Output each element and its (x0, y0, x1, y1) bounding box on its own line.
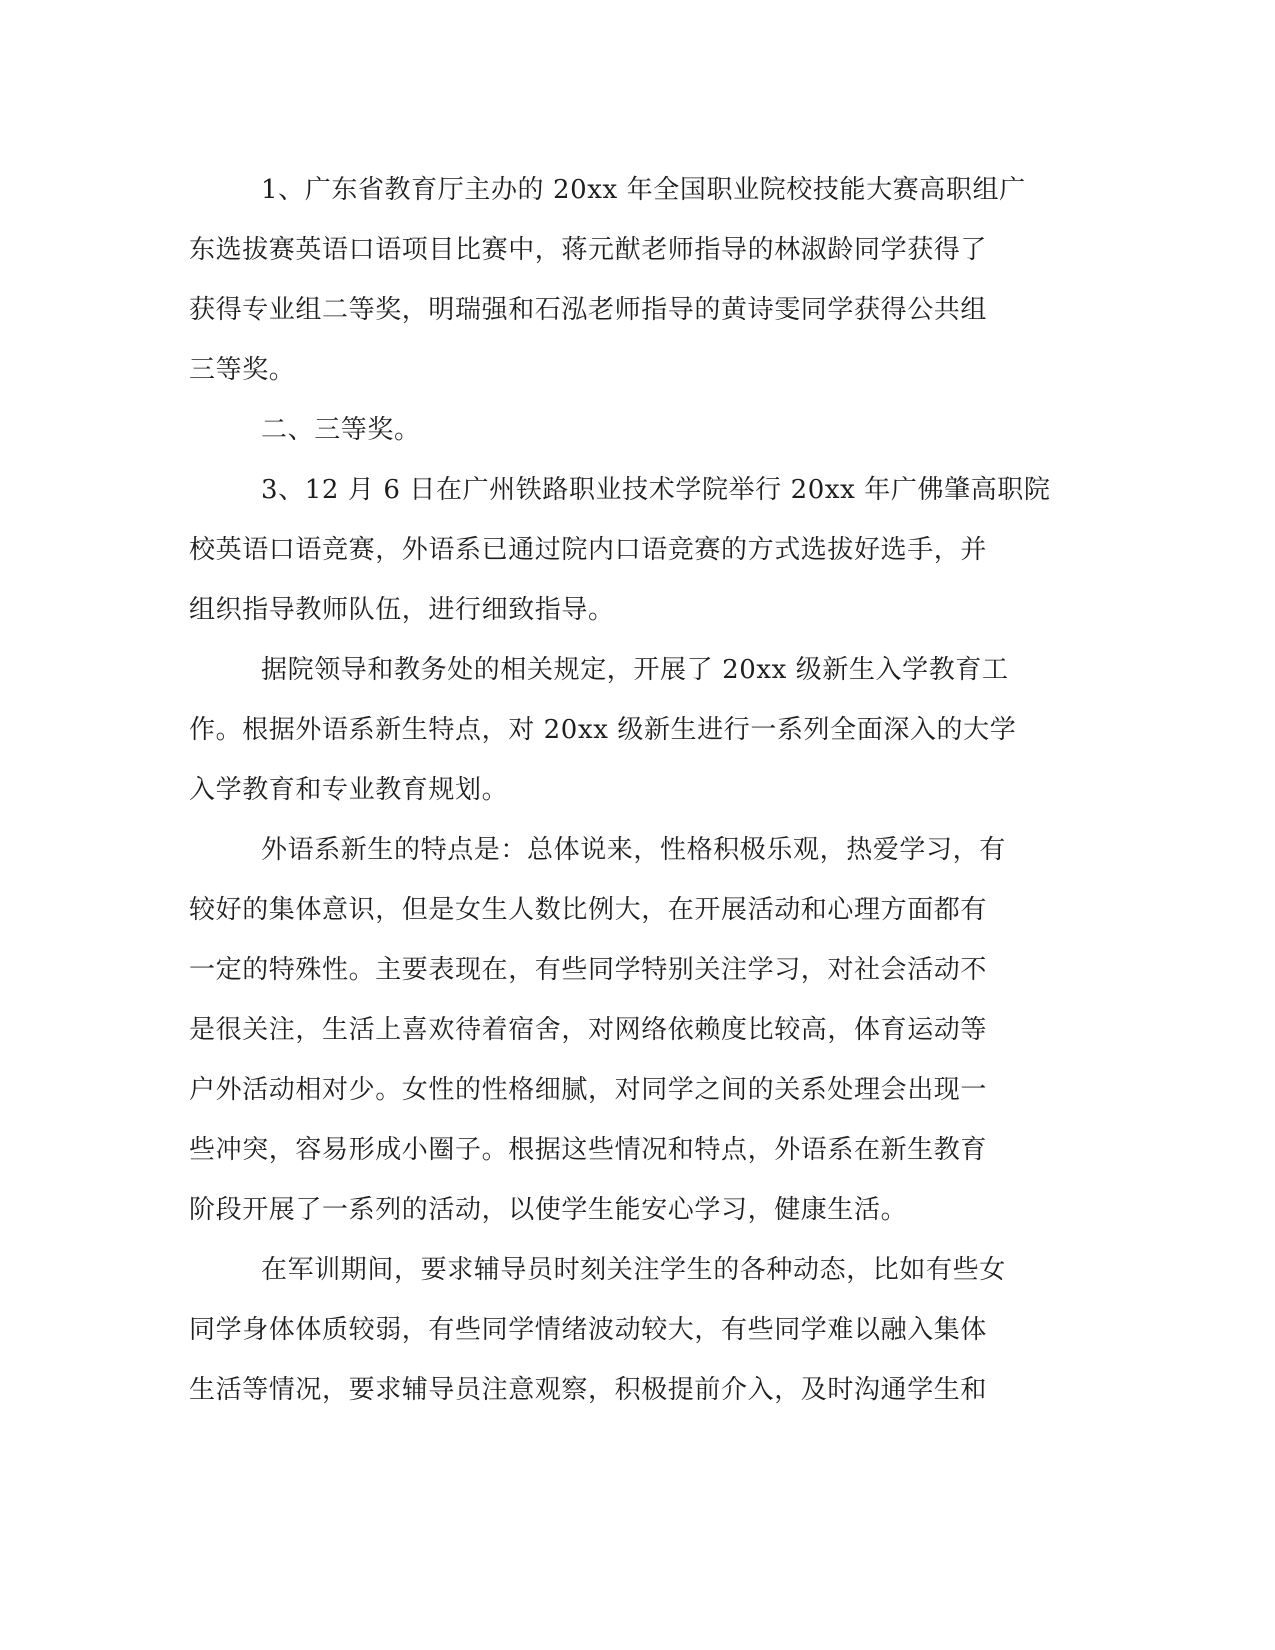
text-line: 外语系新生的特点是：总体说来，性格积极乐观，热爱学习，有 (261, 835, 1006, 865)
text-line: 作。根据外语系新生特点，对 20xx 级新生进行一系列全面深入的大学 (189, 715, 1017, 745)
text-line: 校英语口语竞赛，外语系已通过院内口语竞赛的方式选拔好选手，并 (189, 535, 988, 565)
text-line: 一定的特殊性。主要表现在，有些同学特别关注学习，对社会活动不 (189, 955, 988, 985)
paragraph-2 (189, 400, 1073, 460)
text-line: 获得专业组二等奖，明瑞强和石泓老师指导的黄诗雯同学获得公共组 (189, 295, 988, 325)
paragraph-6 (189, 1240, 1073, 1420)
paragraph-1 (189, 160, 1073, 400)
text-line: 东选拔赛英语口语项目比赛中，蒋元猷老师指导的林淑龄同学获得了 (189, 235, 988, 265)
text-line: 组织指导教师队伍，进行细致指导。 (189, 595, 615, 625)
text-line: 阶段开展了一系列的活动，以使学生能安心学习，健康生活。 (189, 1195, 908, 1225)
paragraph-3 (189, 460, 1073, 640)
paragraph-5 (189, 820, 1073, 1240)
text-line: 1、广东省教育厅主办的 20xx 年全国职业院校技能大赛高职组广 (261, 175, 1026, 205)
paragraph-4 (189, 640, 1073, 820)
text-line: 入学教育和专业教育规划。 (189, 775, 509, 805)
text-line: 是很关注，生活上喜欢待着宿舍，对网络依赖度比较高，体育运动等 (189, 1015, 988, 1045)
text-line: 二、三等奖。 (261, 415, 421, 445)
text-line: 户外活动相对少。女性的性格细腻，对同学之间的关系处理会出现一 (189, 1075, 988, 1105)
text-line: 些冲突，容易形成小圈子。根据这些情况和特点，外语系在新生教育 (189, 1135, 988, 1165)
text-line: 同学身体体质较弱，有些同学情绪波动较大，有些同学难以融入集体 (189, 1315, 988, 1345)
text-line: 在军训期间，要求辅导员时刻关注学生的各种动态，比如有些女 (261, 1255, 1006, 1285)
text-line: 3、12 月 6 日在广州铁路职业技术学院举行 20xx 年广佛肇高职院 (261, 475, 1051, 505)
text-line: 三等奖。 (189, 355, 296, 385)
text-line: 生活等情况，要求辅导员注意观察，积极提前介入，及时沟通学生和 (189, 1375, 988, 1405)
text-line: 较好的集体意识，但是女生人数比例大，在开展活动和心理方面都有 (189, 895, 988, 925)
document-body (189, 160, 1073, 1420)
text-line: 据院领导和教务处的相关规定，开展了 20xx 级新生入学教育工 (261, 655, 1009, 685)
